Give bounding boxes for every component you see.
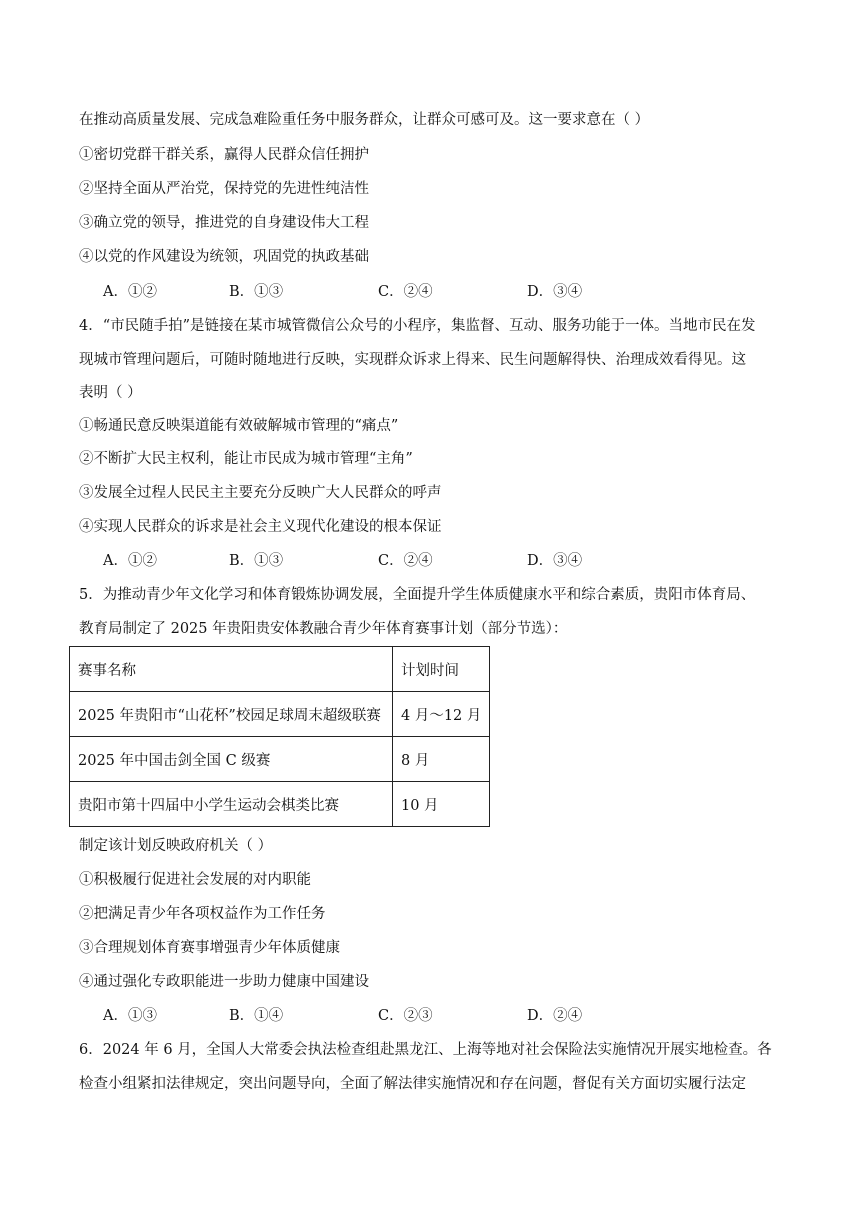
table-row [70,692,490,737]
q5-option-c[interactable]: C．②③ [378,1008,433,1024]
q5-option-a[interactable]: A．①③ [103,1008,157,1024]
table-header-planned-time: 计划时间 [393,647,490,692]
q5-statement-2: ②把满足青少年各项权益作为工作任务 [79,906,326,922]
q3-statement-1: ①密切党群干群关系，赢得人民群众信任拥护 [79,147,369,163]
q4-statement-2: ②不断扩大民主权利，能让市民成为城市管理“主角” [79,451,413,467]
q4-statement-4: ④实现人民群众的诉求是社会主义现代化建设的根本保证 [79,519,442,535]
table-header-row [70,647,490,692]
q4-statement-1: ①畅通民意反映渠道能有效破解城市管理的“痛点” [79,418,399,434]
q4-statement-3: ③发展全过程人民民主主要充分反映广大人民群众的呼声 [79,485,442,501]
table-cell-time: 4 月～12 月 [393,692,490,737]
q6-stem-line-2: 检查小组紧扣法律规定，突出问题导向，全面了解法律实施情况和存在问题，督促有关方面切实履行法定 [79,1076,746,1092]
q3-option-d[interactable]: D．③④ [527,284,583,300]
q5-option-b[interactable]: B．①④ [229,1008,284,1024]
q4-stem-line-2: 现城市管理问题后，可随时随地进行反映，实现群众诉求上得来、民生问题解得快、治理成效看得见。这 [79,352,746,368]
q5-stem-line-2: 教育局制定了 2025 年贵阳贵安体教融合青少年体育赛事计划（部分节选）： [79,621,568,637]
table-header-event-name: 赛事名称 [70,647,393,692]
q4-option-b[interactable]: B．①③ [229,553,284,569]
q4-option-a[interactable]: A．①② [103,553,157,569]
event-schedule-table [69,646,490,827]
table-cell-event: 2025 年中国击剑全国 C 级赛 [70,737,393,782]
q4-stem-line-3: 表明（ ） [79,385,142,401]
q4-stem-line-1: 4．“市民随手拍”是链接在某市城管微信公众号的小程序，集监督、互动、服务功能于一体。当地市民在发 [79,318,756,334]
q5-option-d[interactable]: D．②④ [527,1008,583,1024]
q5-statement-3: ③合理规划体育赛事增强青少年体质健康 [79,940,340,956]
q4-option-d[interactable]: D．③④ [527,553,583,569]
table-cell-event: 2025 年贵阳市“山花杯”校园足球周末超级联赛 [70,692,393,737]
q3-option-a[interactable]: A．①② [103,284,157,300]
q3-option-b[interactable]: B．①③ [229,284,284,300]
q3-statement-4: ④以党的作风建设为统领，巩固党的执政基础 [79,249,369,265]
q3-stem-tail: 在推动高质量发展、完成急难险重任务中服务群众，让群众可感可及。这一要求意在（ ） [79,112,650,128]
q5-question: 制定该计划反映政府机关（ ） [79,838,273,854]
table-cell-time: 8 月 [393,737,490,782]
q5-statement-1: ①积极履行促进社会发展的对内职能 [79,872,311,888]
q5-statement-4: ④通过强化专政职能进一步助力健康中国建设 [79,974,369,990]
q4-option-c[interactable]: C．②④ [378,553,433,569]
table-row [70,737,490,782]
q6-stem-line-1: 6．2024 年 6 月，全国人大常委会执法检查组赴黑龙江、上海等地对社会保险法实施情况开展实地检查。各 [79,1042,772,1058]
table-row [70,782,490,827]
table-cell-time: 10 月 [393,782,490,827]
table-cell-event: 贵阳市第十四届中小学生运动会棋类比赛 [70,782,393,827]
q5-stem-line-1: 5．为推动青少年文化学习和体育锻炼协调发展，全面提升学生体质健康水平和综合素质，贵阳市体育局、 [79,587,756,603]
q3-option-c[interactable]: C．②④ [378,284,433,300]
q3-statement-2: ②坚持全面从严治党，保持党的先进性纯洁性 [79,181,369,197]
q3-statement-3: ③确立党的领导，推进党的自身建设伟大工程 [79,215,369,231]
